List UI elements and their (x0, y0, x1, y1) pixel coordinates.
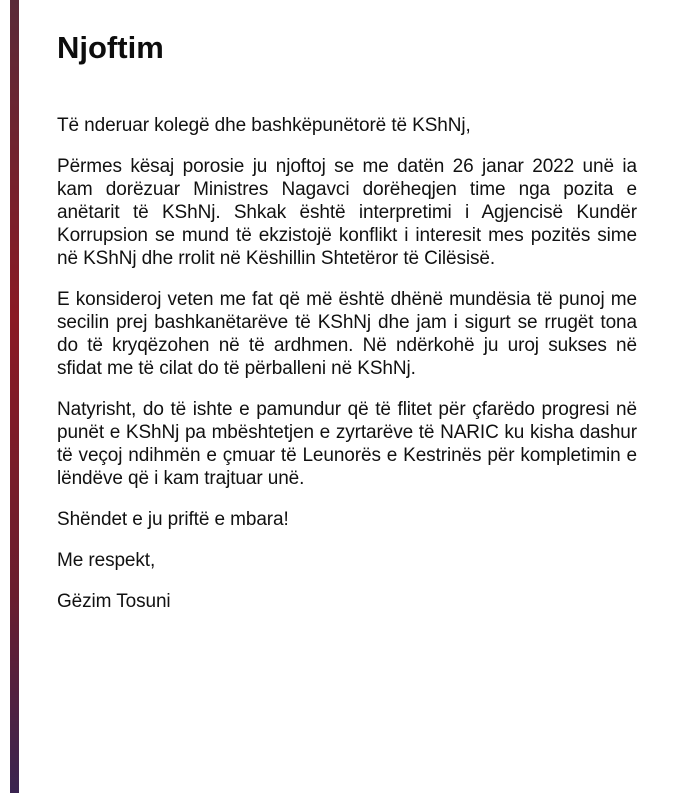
signature-name: Gëzim Tosuni (57, 591, 171, 612)
greeting-line: Të nderuar kolegë dhe bashkëpunëtorë të KShNj, (57, 115, 471, 136)
notice-document (57, 30, 637, 631)
closing-line: Me respekt, (57, 550, 156, 571)
paragraph-acknowledgement: Natyrisht, do të ishte e pamundur që të flitet për çfarëdo progresi në punët e KShNj pa mbështetjen e zyrtarëve të NARIC ku kisha dashur të veçoj ndihmën e çmuar të Leunorës e Kestrinës për kompletimin e lëndëve që i kam trajtuar unë. (57, 399, 637, 489)
left-accent-bar (10, 0, 19, 793)
notice-title: Njoftim (57, 30, 164, 65)
paragraph-resignation: Përmes kësaj porosie ju njoftoj se me datën 26 janar 2022 unë ia kam dorëzuar Ministres Nagavci dorëheqjen time nga pozita e anëtarit të KShNj. Shkak është interpretimi i Agjencisë Kundër Korrupsion se mund të ekzistojë konflikt i interesit mes pozitës sime në KShNj dhe rrolit në Këshillin Shtetëror të Cilësisë. (57, 156, 637, 269)
wish-line: Shëndet e ju priftë e mbara! (57, 509, 289, 530)
paragraph-gratitude: E konsideroj veten me fat që më është dhënë mundësia të punoj me secilin prej bashkanëtarëve të KShNj dhe jam i sigurt se rrugët tona do të kryqëzohen në të ardhmen. Në ndërkohë ju uroj sukses në sfidat me të cilat do të përballeni në KShNj. (57, 289, 637, 379)
